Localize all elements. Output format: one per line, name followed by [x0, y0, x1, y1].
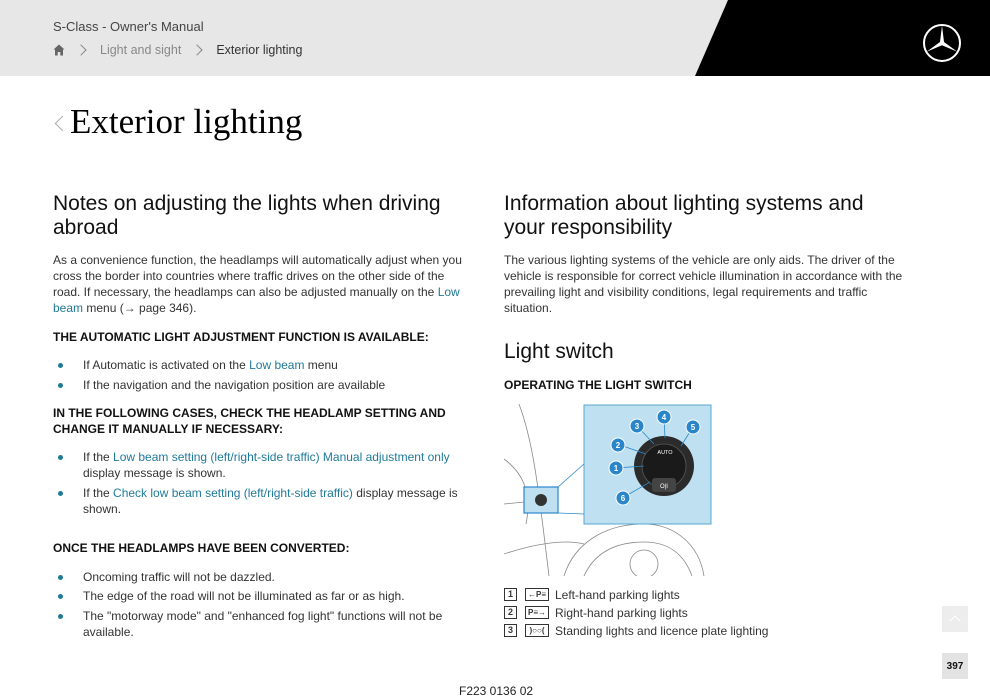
low-beam-link[interactable]: Low beam — [249, 358, 305, 372]
dial-label-auto: AUTO — [657, 450, 673, 456]
page-number-badge: 397 — [942, 653, 968, 679]
legend-text: Left-hand parking lights — [555, 587, 680, 602]
auto-adjust-list — [53, 357, 463, 393]
scroll-to-top-button[interactable] — [942, 606, 968, 632]
intro-text-end: menu (→ page 346). — [83, 301, 197, 315]
list-item: Oncoming traffic will not be dazzled. — [53, 569, 463, 585]
section-heading-responsibility: Information about lighting systems and your responsibility — [504, 192, 864, 239]
callout-5: 5 — [690, 423, 696, 432]
list-item-text: If the — [83, 450, 114, 464]
subheading-auto-adjust: THE AUTOMATIC LIGHT ADJUSTMENT FUNCTION IS AVAILABLE: — [53, 330, 429, 344]
legend-text: Right-hand parking lights — [555, 605, 688, 620]
manual-adjustment-link[interactable]: Low beam setting (left/right-side traffic) Manual adjustment only — [113, 450, 450, 464]
mercedes-star-icon[interactable] — [922, 23, 962, 63]
list-item-text: display message is shown. — [83, 466, 226, 480]
legend-row — [504, 623, 768, 638]
intro-text: As a convenience function, the headlamps will automatically adjust when you cross the border into countries where traffic drives on the other side of the road. If necessary, the headlamps can also be adjusted manually on the — [53, 253, 462, 299]
left-parking-light-icon: ←P≡ — [525, 588, 549, 601]
list-item-text: display message is shown. — [83, 486, 458, 516]
chevron-right-icon — [75, 44, 86, 55]
callout-3: 3 — [634, 422, 640, 431]
back-chevron-icon[interactable] — [55, 116, 71, 132]
section-heading-abroad: Notes on adjusting the lights when driving abroad — [53, 192, 441, 239]
low-beam-link[interactable]: Low beam — [53, 285, 460, 315]
manual-check-list — [53, 449, 463, 517]
responsibility-paragraph: The various lighting systems of the vehicle are only aids. The driver of the vehicle is responsible for correct vehicle illumination in accordance with the prevailing light and visibility conditions, legal requirements and traffic situation. — [504, 253, 903, 315]
figure-code: F223 0136 02 — [459, 684, 534, 698]
callout-1: 1 — [613, 464, 619, 473]
manual-title: S-Class - Owner's Manual — [53, 19, 204, 34]
legend-row — [504, 587, 680, 602]
list-item-text: If the — [83, 486, 114, 500]
list-item: If the navigation and the navigation position are available — [53, 377, 463, 393]
list-item: The edge of the road will not be illuminated as far or as high. — [53, 588, 463, 604]
right-column — [504, 192, 909, 393]
section-heading-light-switch: Light switch — [504, 340, 614, 363]
list-item — [53, 449, 463, 481]
legend-number: 1 — [504, 588, 517, 601]
intro-paragraph — [53, 252, 463, 316]
subheading-converted: ONCE THE HEADLAMPS HAVE BEEN CONVERTED: — [53, 541, 350, 555]
light-switch-diagram — [504, 404, 712, 576]
breadcrumb-parent-link[interactable]: Light and sight — [100, 43, 182, 57]
callout-2: 2 — [615, 441, 621, 450]
callout-4: 4 — [661, 413, 667, 422]
legend-number: 2 — [504, 606, 517, 619]
legend-row — [504, 605, 688, 620]
callout-6: 6 — [620, 494, 626, 503]
page-title: Exterior lighting — [70, 102, 303, 141]
subheading-operating: OPERATING THE LIGHT SWITCH — [504, 378, 692, 392]
right-parking-light-icon: P≡→ — [525, 606, 549, 619]
breadcrumb — [53, 42, 302, 58]
list-item-text: menu — [304, 358, 338, 372]
header — [0, 0, 990, 76]
converted-list — [53, 569, 463, 640]
standing-lights-icon: )○○( — [525, 624, 549, 637]
legend-number: 3 — [504, 624, 517, 637]
left-column — [53, 192, 463, 640]
list-item — [53, 357, 463, 373]
list-item: The "motorway mode" and "enhanced fog light" functions will not be available. — [53, 608, 463, 640]
list-item — [53, 485, 463, 517]
breadcrumb-current: Exterior lighting — [216, 43, 303, 57]
chevron-right-icon — [192, 44, 203, 55]
dial-label-off: O|I — [660, 484, 668, 490]
home-icon[interactable] — [53, 44, 65, 56]
legend-text: Standing lights and licence plate lighting — [555, 623, 769, 638]
list-item-text: If Automatic is activated on the — [83, 358, 250, 372]
check-low-beam-link[interactable]: Check low beam setting (left/right-side traffic) — [113, 486, 353, 500]
subheading-manual-check: IN THE FOLLOWING CASES, CHECK THE HEADLAMP SETTING AND CHANGE IT MANUALLY IF NECESSARY: — [53, 406, 446, 436]
